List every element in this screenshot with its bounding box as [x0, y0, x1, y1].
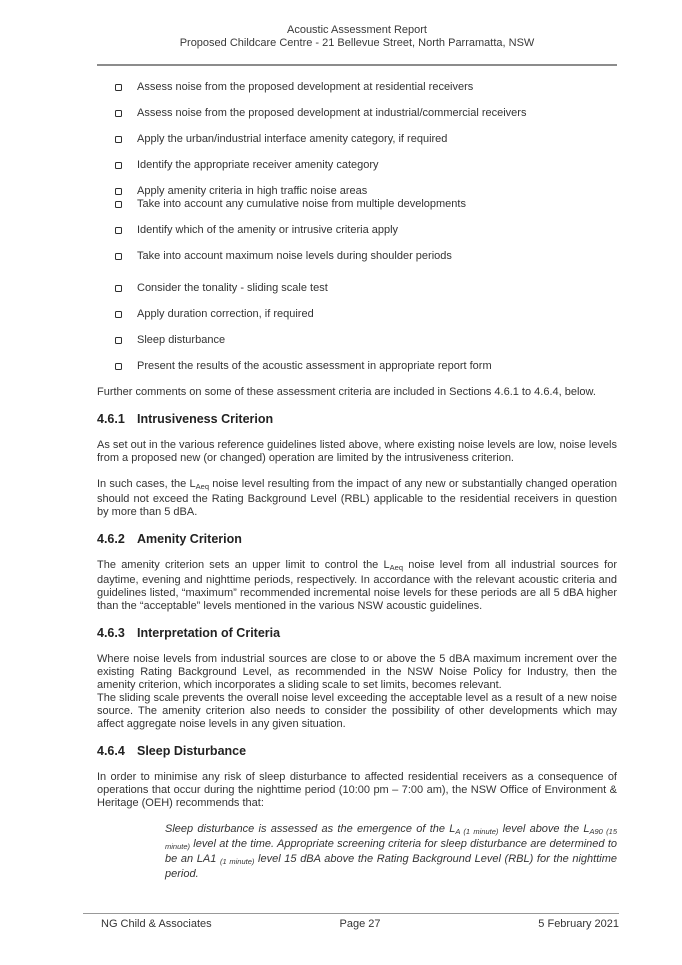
subscript-1-minute: (1 minute) — [220, 857, 255, 866]
checkbox-bullet-icon — [115, 84, 122, 91]
checkbox-bullet-icon — [115, 253, 122, 260]
subscript-laeq: Aeq — [195, 482, 209, 491]
section-461-paragraph-1: As set out in the various reference guidelines listed above, where existing noise levels are low, noise levels from a proposed new (or changed) operation are limited by the intrusiveness criterion. — [97, 439, 617, 464]
checklist-item-text: Assess noise from the proposed development at industrial/commercial receivers — [137, 107, 527, 119]
oeh-quote — [165, 823, 617, 881]
section-number: 4.6.4 — [97, 744, 125, 758]
quote-text: level above the L — [498, 823, 590, 835]
checklist-item — [97, 282, 617, 295]
section-461-paragraph-2 — [97, 478, 617, 519]
checkbox-bullet-icon — [115, 110, 122, 117]
section-title: Sleep Disturbance — [137, 744, 247, 758]
checklist-item-text: Apply duration correction, if required — [137, 308, 314, 320]
checklist-item — [97, 308, 617, 321]
intro-note: Further comments on some of these assessment criteria are included in Sections 4.6.1 to 4.6.4, below. — [97, 386, 596, 398]
section-heading-463 — [97, 626, 617, 641]
checklist-item — [97, 159, 617, 172]
checklist-item — [97, 360, 617, 373]
checkbox-bullet-icon — [115, 136, 122, 143]
checklist-item-text: Present the results of the acoustic assessment in appropriate report form — [137, 360, 492, 372]
section-463-paragraph-2: The sliding scale prevents the overall noise level exceeding the acceptable level as a result of a new noise source. The amenity criterion also needs to consider the possibility of other developments which may affect aggregate noise levels in any given situation. — [97, 692, 617, 730]
checkbox-bullet-icon — [115, 188, 122, 195]
checklist-item — [97, 334, 617, 347]
checkbox-bullet-icon — [115, 285, 122, 292]
checklist-item — [97, 250, 617, 263]
section-463-paragraph-1: Where noise levels from industrial sources are close to or above the 5 dBA maximum increment over the existing Rating Background Level, as recommended in the NSW Noise Policy for Industry, then the amenity criterion, which incorporates a sliding scale to set limits, becomes relevant. — [97, 653, 617, 691]
checklist-item-text: Identify which of the amenity or intrusive criteria apply — [137, 224, 399, 236]
checklist-item-text: Sleep disturbance — [137, 334, 226, 346]
paragraph-text: noise level resulting from the impact of any new or substantially changed operation should not exceed the Rating Background Level (RBL) applicable to the residential receivers in question by more than 5 dBA. — [97, 478, 617, 518]
section-heading-461 — [97, 412, 617, 427]
report-subtitle: Proposed Childcare Centre - 21 Bellevue Street, North Parramatta, NSW — [179, 37, 535, 49]
footer-company: NG Child & Associates — [101, 918, 212, 930]
section-462-paragraph-1 — [97, 559, 617, 613]
subscript-laeq: Aeq — [389, 563, 404, 572]
section-number: 4.6.1 — [97, 412, 125, 426]
paragraph-text: The amenity criterion sets an upper limit to control the L — [97, 559, 390, 571]
checkbox-bullet-icon — [115, 311, 122, 318]
paragraph-text: In such cases, the L — [97, 478, 196, 490]
checklist-item — [97, 198, 617, 211]
section-title: Interpretation of Criteria — [137, 626, 281, 640]
footer-page-number: Page 27 — [339, 918, 381, 930]
checklist-item — [97, 133, 617, 146]
checkbox-bullet-icon — [115, 227, 122, 234]
checkbox-bullet-icon — [115, 337, 122, 344]
checklist-item — [97, 107, 617, 120]
checklist-item — [97, 185, 617, 198]
checklist-item-text: Assess noise from the proposed development at residential receivers — [137, 81, 474, 93]
paragraph-text: noise level from all industrial sources for daytime, evening and nighttime periods, respectively. In accordance with the relevant acoustic criteria and guidelines listed, “maximum” recommended incremental noise levels for these periods are all 5 dBA higher than the “acceptable” levels mentioned in the various NSW acoustic guidelines. — [97, 559, 617, 612]
section-heading-462 — [97, 532, 617, 547]
report-title: Acoustic Assessment Report — [286, 24, 427, 36]
subscript-la-1-minute: A (1 minute) — [455, 827, 499, 836]
checkbox-bullet-icon — [115, 162, 122, 169]
section-heading-464 — [97, 744, 617, 759]
checklist-item-text: Consider the tonality - sliding scale test — [137, 282, 328, 294]
subscript-la90-15-minute: A90 (15 minute) — [165, 827, 617, 851]
section-number: 4.6.3 — [97, 626, 125, 640]
checklist-item — [97, 224, 617, 237]
assessment-checklist — [97, 81, 617, 373]
header-divider — [97, 64, 617, 66]
checkbox-bullet-icon — [115, 363, 122, 370]
quote-text: level at the time. Appropriate screening criteria for sleep disturbance are determined to be an LA1 — [165, 838, 617, 865]
section-title: Intrusiveness Criterion — [137, 412, 274, 426]
checklist-item-text: Identify the appropriate receiver amenity category — [137, 159, 379, 171]
checkbox-bullet-icon — [115, 201, 122, 208]
section-number: 4.6.2 — [97, 532, 125, 546]
quote-text: level 15 dBA above the Rating Background Level (RBL) for the nighttime period. — [165, 853, 617, 880]
page-footer — [83, 913, 619, 931]
quote-text: Sleep disturbance is assessed as the emergence of the L — [165, 823, 456, 835]
footer-date: 5 February 2021 — [538, 918, 620, 930]
checklist-item-text: Apply amenity criteria in high traffic noise areas — [137, 185, 368, 197]
section-title: Amenity Criterion — [137, 532, 242, 546]
checklist-item-text: Take into account any cumulative noise from multiple developments — [137, 198, 466, 210]
checklist-item — [97, 81, 617, 94]
checklist-item-text: Apply the urban/industrial interface amenity category, if required — [137, 133, 448, 145]
report-header — [97, 24, 617, 50]
section-464-paragraph-1: In order to minimise any risk of sleep disturbance to affected residential receivers as a consequence of operations that occur during the nighttime period (10:00 pm – 7:00 am), the NSW Office of Environment & Heritage (OEH) recommends that: — [97, 771, 617, 809]
checklist-item-text: Take into account maximum noise levels during shoulder periods — [137, 250, 452, 262]
